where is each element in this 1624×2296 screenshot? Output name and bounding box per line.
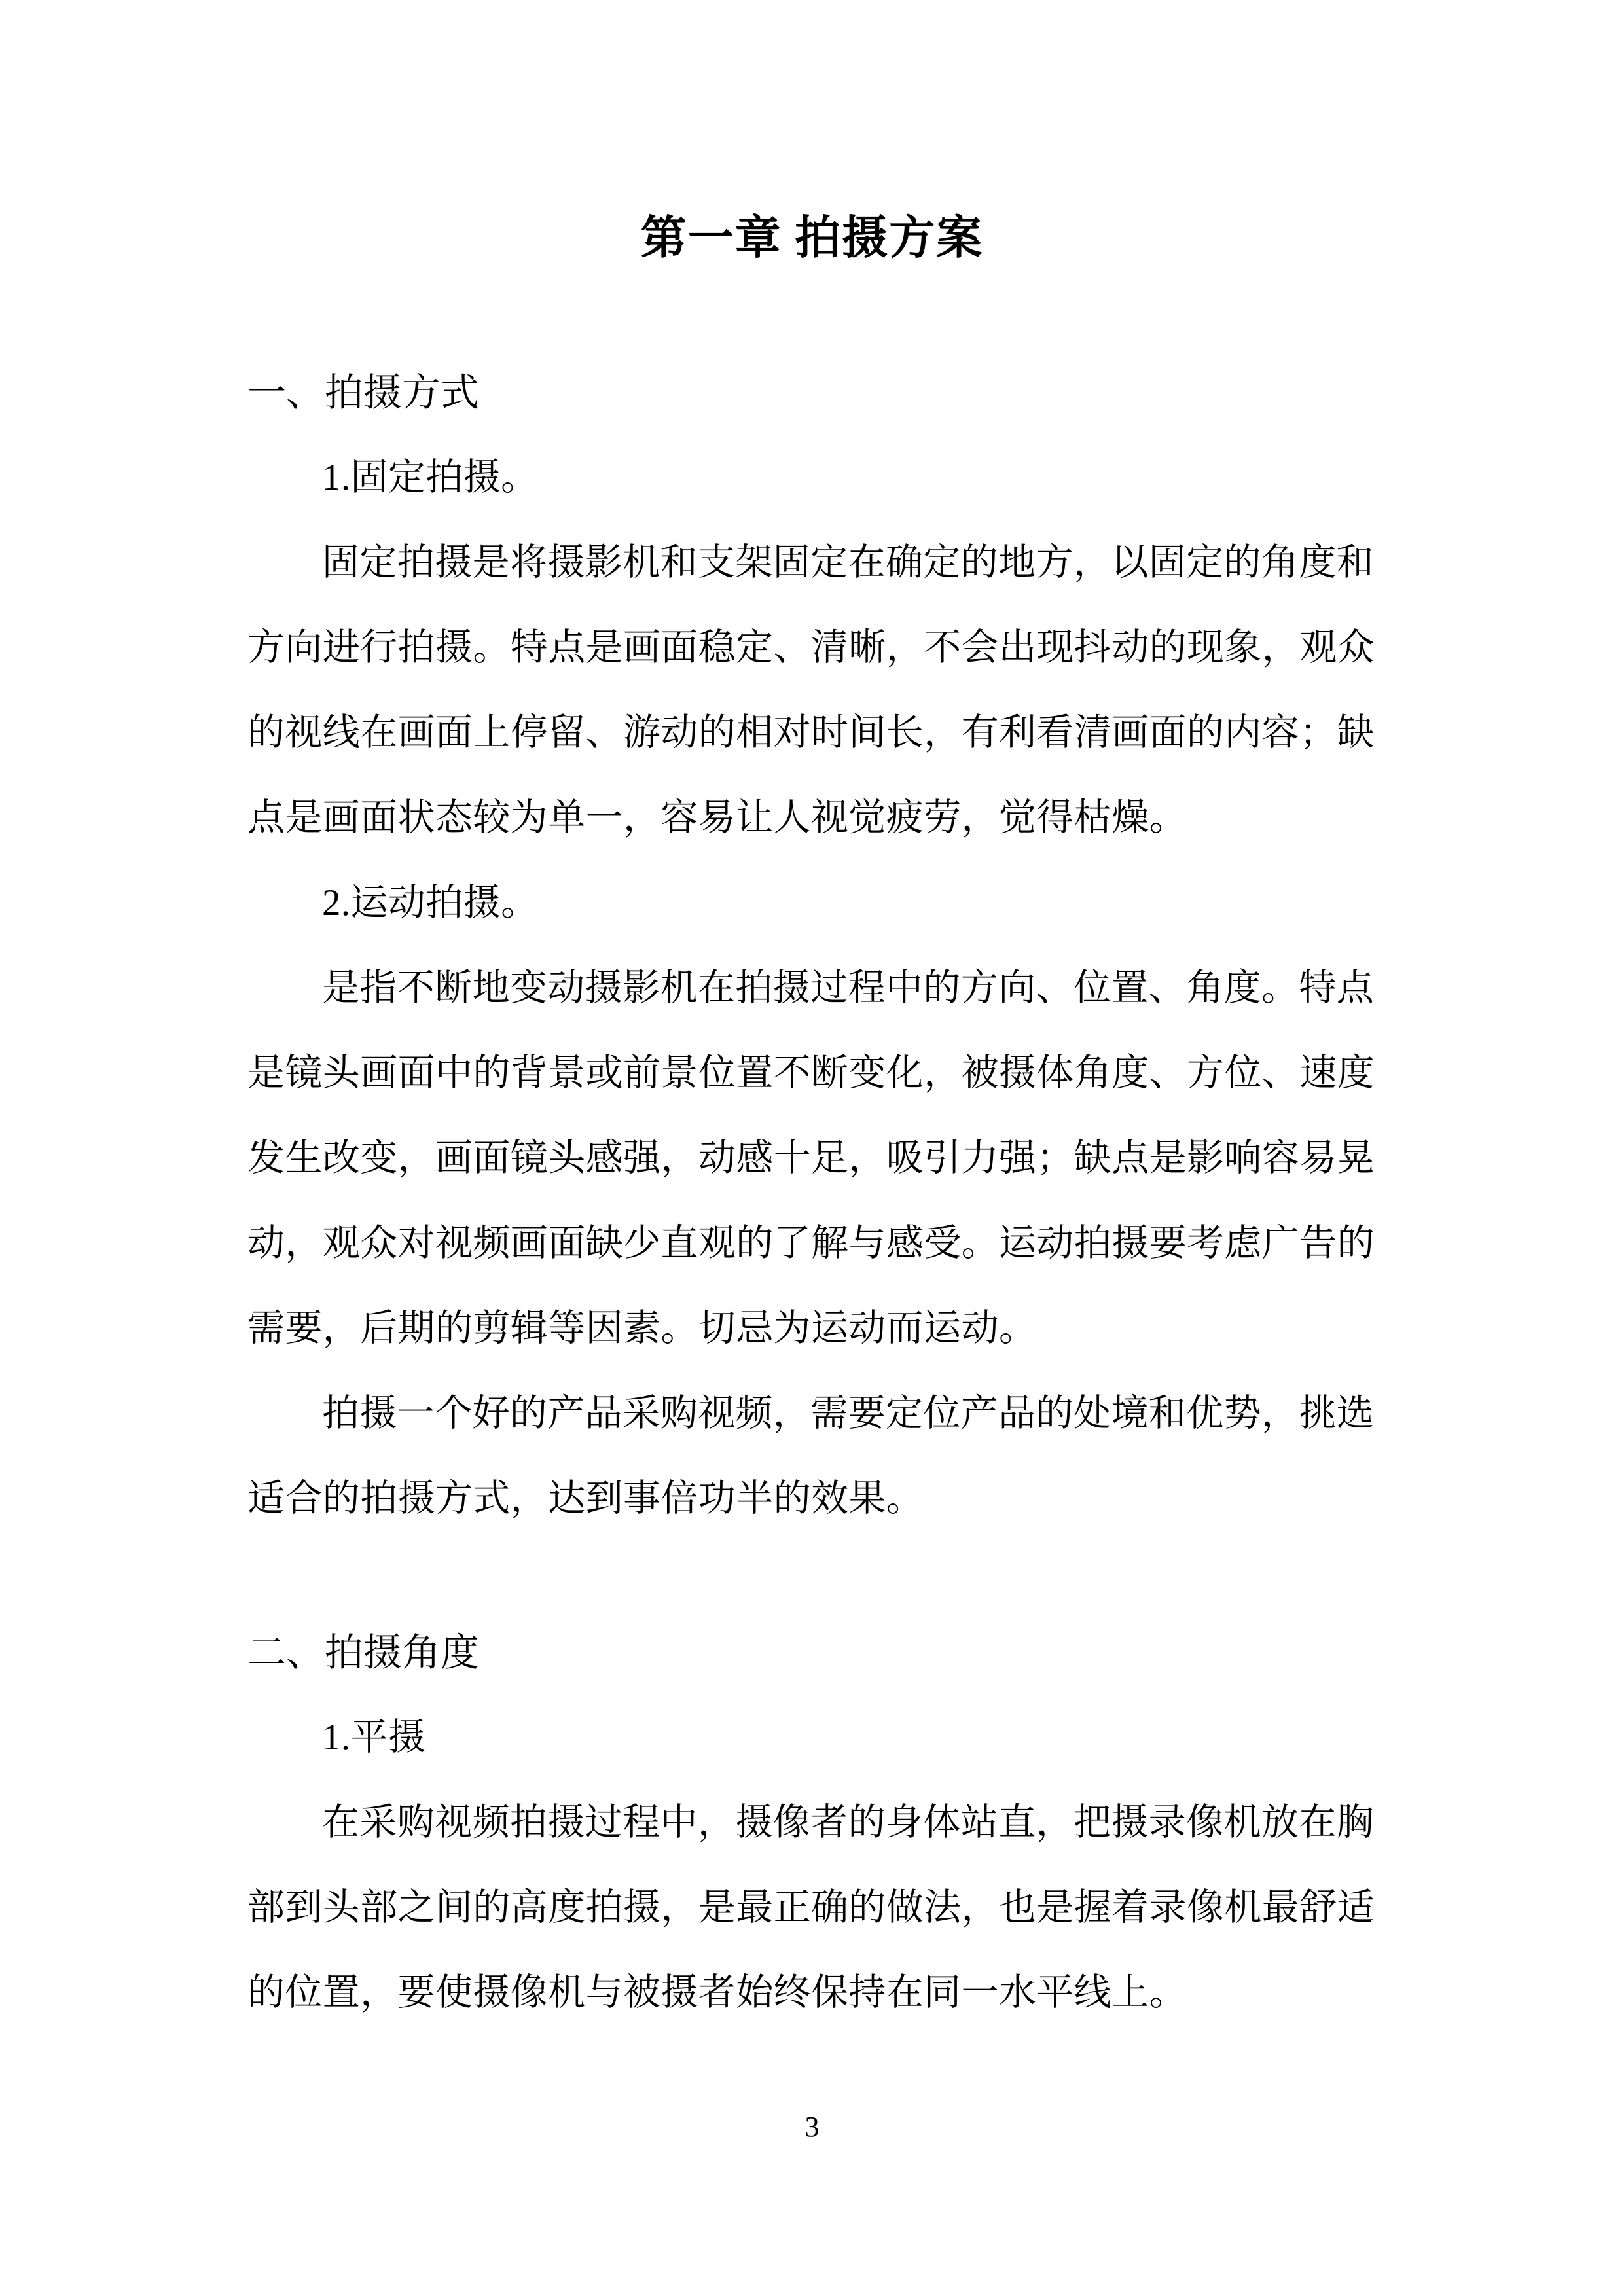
subheading-motion-shooting: 2.运动拍摄。 bbox=[322, 882, 539, 924]
paragraph-line: 需要，后期的剪辑等因素。切忌为运动而运动。 bbox=[247, 1308, 1037, 1349]
paragraph-line: 动，观众对视频画面缺少直观的了解与感受。运动拍摄要考虑广告的 bbox=[247, 1223, 1375, 1264]
paragraph-line: 在采购视频拍摄过程中，摄像者的身体站直，把摄录像机放在胸 bbox=[322, 1802, 1375, 1843]
paragraph-line: 固定拍摄是将摄影机和支架固定在确定的地方，以固定的角度和 bbox=[322, 542, 1375, 583]
paragraph-line: 的视线在画面上停留、游动的相对时间长，有利看清画面的内容；缺 bbox=[247, 712, 1375, 753]
paragraph-line: 方向进行拍摄。特点是画面稳定、清晰，不会出现抖动的现象，观众 bbox=[247, 627, 1375, 668]
paragraph-line: 点是画面状态较为单一，容易让人视觉疲劳，觉得枯燥。 bbox=[247, 797, 1187, 838]
paragraph-line: 是镜头画面中的背景或前景位置不断变化，被摄体角度、方位、速度 bbox=[247, 1052, 1375, 1094]
subheading-level-shooting: 1.平摄 bbox=[322, 1717, 426, 1758]
paragraph-line: 的位置，要使摄像机与被摄者始终保持在同一水平线上。 bbox=[247, 1972, 1187, 2013]
chapter-title: 第一章 拍摄方案 bbox=[640, 213, 984, 264]
subheading-fixed-shooting: 1.固定拍摄。 bbox=[322, 457, 539, 498]
page-number: 3 bbox=[804, 2111, 820, 2143]
paragraph-line: 拍摄一个好的产品采购视频，需要定位产品的处境和优势，挑选 bbox=[322, 1393, 1375, 1434]
paragraph-line: 发生改变，画面镜头感强，动感十足，吸引力强；缺点是影响容易晃 bbox=[247, 1138, 1375, 1179]
paragraph-line: 适合的拍摄方式，达到事倍功半的效果。 bbox=[247, 1478, 924, 1519]
section-heading-shooting-method: 一、拍摄方式 bbox=[247, 371, 480, 414]
section-heading-shooting-angle: 二、拍摄角度 bbox=[247, 1631, 480, 1674]
paragraph-line: 部到头部之间的高度拍摄，是最正确的做法，也是握着录像机最舒适 bbox=[247, 1887, 1375, 1928]
paragraph-line: 是指不断地变动摄影机在拍摄过程中的方向、位置、角度。特点 bbox=[322, 967, 1375, 1009]
